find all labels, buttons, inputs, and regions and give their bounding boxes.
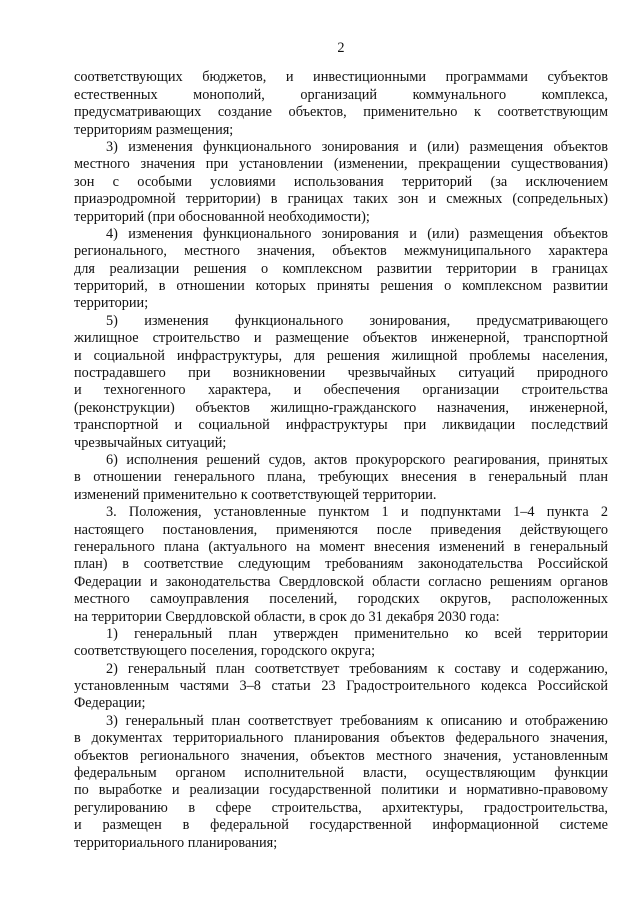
text-line: для реализации решения о комплексном развитии территории в границах bbox=[74, 260, 608, 277]
text-line: в документах территориального планирования объектов федерального значения, bbox=[74, 730, 608, 747]
paragraph bbox=[74, 504, 608, 626]
text-line: генерального плана (актуального на момент внесения изменений в генеральный bbox=[74, 538, 608, 555]
text-line: территории; bbox=[74, 295, 149, 312]
text-line: территорий (при обоснованной необходимости); bbox=[74, 208, 370, 225]
text-line: Федерации и законодательства Свердловской области согласно решениям органов bbox=[74, 573, 608, 590]
text-line: в отношении генерального плана, требующих внесения в генеральный план bbox=[74, 469, 608, 486]
text-line: 6) исполнения решений судов, актов прокурорского реагирования, принятых bbox=[106, 452, 608, 468]
text-line: 2) генеральный план соответствует требованиям к составу и содержанию, bbox=[106, 660, 608, 677]
text-line: (реконструкции) объектов жилищно-гражданского назначения, инженерной, bbox=[74, 399, 608, 416]
text-line: настоящего постановления, применяются после приведения действующего bbox=[74, 521, 608, 538]
paragraph bbox=[74, 139, 608, 226]
text-line: объектов регионального значения, объектов местного значения, установленным bbox=[74, 747, 608, 764]
text-line: соответствующего поселения, городского округа; bbox=[74, 643, 376, 660]
text-line: местного самоуправления поселений, городских округов, расположенных bbox=[74, 591, 608, 608]
text-line: территориального планирования; bbox=[74, 834, 278, 851]
text-line: 5) изменения функционального зонирования, предусматривающего bbox=[106, 312, 608, 329]
text-line: территорий, в отношении которых приняты решения о комплексном развитии bbox=[74, 278, 608, 295]
text-line: Федерации; bbox=[74, 695, 146, 712]
paragraph bbox=[74, 661, 608, 713]
text-line: жилищное строительство и размещение объектов инженерной, транспортной bbox=[74, 330, 608, 347]
text-line: зон с особыми условиями использования территорий (за исключением bbox=[74, 173, 608, 190]
text-line: план) в соответствие следующим требованиям законодательства Российской bbox=[74, 556, 608, 573]
paragraph bbox=[74, 226, 608, 313]
page-number: 2 bbox=[337, 40, 345, 56]
text-line: местного значения при установлении (изменении, прекращении существования) bbox=[74, 156, 608, 173]
text-line: на территории Свердловской области, в срок до 31 декабря 2030 года: bbox=[74, 608, 500, 625]
text-line: пострадавшего при возникновении чрезвычайных ситуаций природного bbox=[74, 365, 608, 382]
text-line: регионального, местного значения, объектов межмуниципального характера bbox=[74, 243, 608, 260]
text-line: предусматривающих создание объектов, применительно к соответствующим bbox=[74, 104, 608, 121]
text-line: транспортной и социальной инфраструктуры при ликвидации последствий bbox=[74, 417, 608, 434]
paragraph bbox=[74, 313, 608, 452]
text-line: изменений применительно к соответствующей территории. bbox=[74, 486, 437, 503]
text-line: регулированию в сфере строительства, архитектуры, градостроительства, bbox=[74, 799, 608, 816]
text-line: естественных монополий, организаций коммунального комплекса, bbox=[74, 86, 608, 103]
paragraph bbox=[74, 452, 608, 504]
paragraph bbox=[74, 713, 608, 852]
text-line: и социальной инфраструктуры, для решения жилищной проблемы населения, bbox=[74, 347, 608, 364]
paragraph bbox=[74, 626, 608, 661]
text-line: по выработке и реализации государственной политики и нормативно-правовому bbox=[74, 782, 608, 799]
text-line: приаэродромной территории) в границах таких зон и смежных (сопредельных) bbox=[74, 191, 608, 208]
text-line: чрезвычайных ситуаций; bbox=[74, 434, 227, 451]
text-line: установленным частями 3–8 статьи 23 Градостроительного кодекса Российской bbox=[74, 678, 608, 695]
text-line: 1) генеральный план утвержден применительно ко всей территории bbox=[106, 625, 608, 642]
text-line: и размещен в федеральной государственной информационной системе bbox=[74, 817, 608, 834]
paragraph bbox=[74, 69, 608, 139]
text-line: 4) изменения функционального зонирования и (или) размещения объектов bbox=[106, 225, 608, 242]
text-line: и техногенного характера, и обеспечения организации строительства bbox=[74, 382, 608, 399]
text-line: территориям размещения; bbox=[74, 121, 234, 138]
text-line: федеральным органом исполнительной власти, осуществляющим функции bbox=[74, 765, 608, 782]
text-line: соответствующих бюджетов, и инвестиционными программами субъектов bbox=[74, 69, 608, 86]
text-line: 3) генеральный план соответствует требованиям к описанию и отображению bbox=[106, 712, 608, 729]
document-body bbox=[74, 69, 608, 852]
text-line: 3) изменения функционального зонирования и (или) размещения объектов bbox=[106, 138, 608, 155]
text-line: 3. Положения, установленные пунктом 1 и подпунктами 1–4 пункта 2 bbox=[106, 504, 608, 521]
